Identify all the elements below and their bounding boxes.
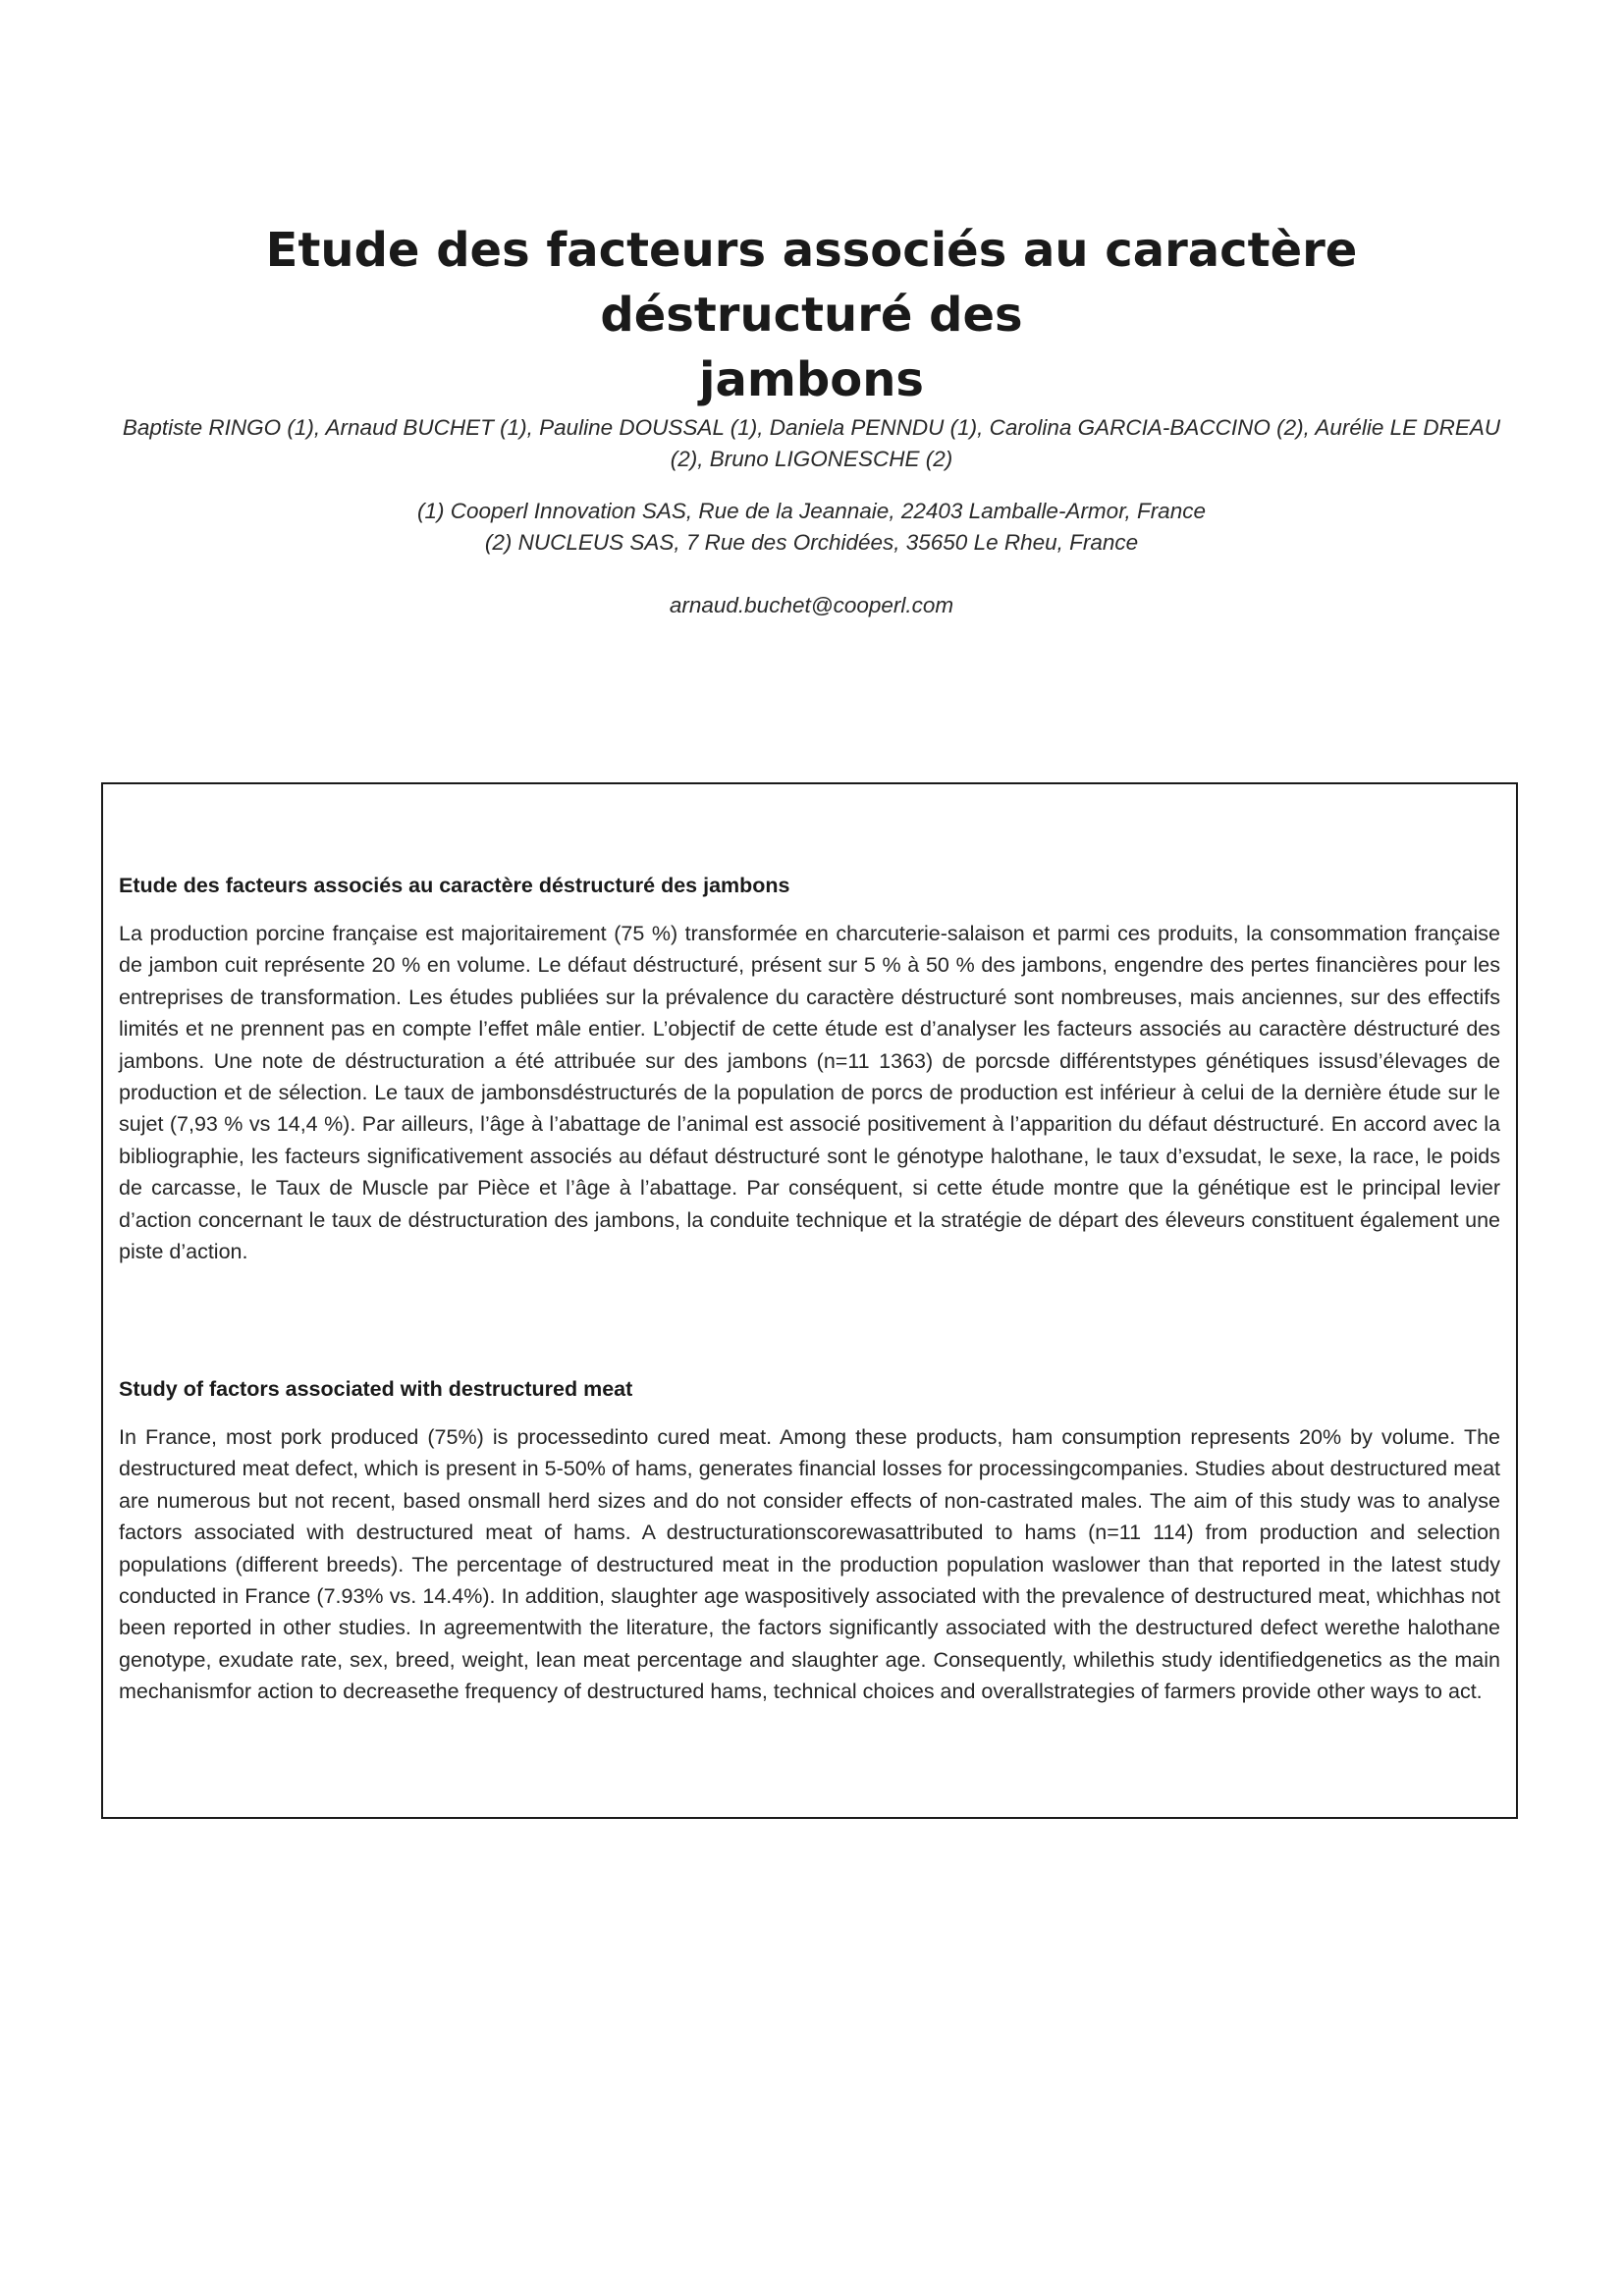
paper-title [118, 218, 1505, 412]
title-line-2: jambons [699, 352, 924, 407]
abstract-english [119, 1374, 1500, 1708]
title-line-1: Etude des facteurs associés au caractère déstructuré des [265, 223, 1358, 343]
contact-email: arnaud.buchet@cooperl.com [669, 593, 954, 617]
abstract-box [101, 782, 1518, 1819]
authors-line-1: Baptiste RINGO (1), Arnaud BUCHET (1), Pauline DOUSSAL (1), Daniela PENNDU (1), Carolina GARCIA-BACCINO (2), Aurélie LE DREAU [122, 415, 1501, 440]
affiliation-1: (1) Cooperl Innovation SAS, Rue de la Jeannaie, 22403 Lamballe-Armor, France [417, 499, 1206, 523]
abstract-french-text: La production porcine française est majoritairement (75 %) transformée en charcuterie-salaison et parmi ces produits, la consommation française de jambon cuit représente 20 % en volume. Le défaut déstructuré, présent sur 5 % à 50 % des jambons, engendre des pertes financières pour les entreprises de transformation. Les études publiées sur la prévalence du caractère déstructuré sont nombreuses, mais anciennes, sur des effectifs limités et ne prennent pas en compte l’effet mâle entier. L’objectif de cette étude est d’analyser les facteurs associés au caractère déstructuré des jambons. Une note de déstructuration a été attribuée sur des jambons (n=11 1363) de porcsde différentstypes génétiques issusd’élevages de production et de sélection. Le taux de jambonsdéstructurés de la population de porcs de production est inférieur à celui de la dernière étude sur le sujet (7,93 % vs 14,4 %). Par ailleurs, l’âge à l’abattage de l’animal est associé positivement à l’apparition du défaut déstructuré. En accord avec la bibliographie, les facteurs significativement associés au défaut déstructuré sont le génotype halothane, le taux d’exsudat, le sexe, la race, le poids de carcasse, le Taux de Muscle par Pièce et l’âge à l’abattage. Par conséquent, si cette étude montre que la génétique est le principal levier d’action concernant le taux de déstructuration des jambons, la conduite technique et la stratégie de départ des éleveurs constituent également une piste d’action. [119, 922, 1500, 1264]
abstract-french [119, 871, 1500, 1267]
author-list [108, 412, 1515, 475]
authors-line-2: (2), Bruno LIGONESCHE (2) [670, 447, 953, 471]
abstract-french-heading: Etude des facteurs associés au caractère déstructuré des jambons [119, 874, 790, 897]
abstract-english-text: In France, most pork produced (75%) is processedinto cured meat. Among these products, ham consumption represents 20% by volume. The destructured meat defect, which is present in 5-50% of hams, generates financial losses for processingcompanies. Studies about destructured meat are numerous but not recent, based onsmall herd sizes and do not consider effects of non-castrated males. The aim of this study was to analyse factors associated with destructured meat of hams. A destructurationscorewasattributed to hams (n=11 114) from production and selection populations (different breeds). The percentage of destructured meat in the production population waslower than that reported in the latest study conducted in France (7.93% vs. 14.4%). In addition, slaughter age waspositively associated with the prevalence of destructured meat, whichhas not been reported in other studies. In agreementwith the literature, the factors significantly associated with the destructured defect werethe halothane genotype, exudate rate, sex, breed, weight, lean meat percentage and slaughter age. Consequently, whilethis study identifiedgenetics as the main mechanismfor action to decreasethe frequency of destructured hams, technical choices and overallstrategies of farmers provide other ways to act. [119, 1425, 1500, 1704]
affiliation-2: (2) NUCLEUS SAS, 7 Rue des Orchidées, 35650 Le Rheu, France [484, 530, 1139, 555]
abstract-english-heading: Study of factors associated with destructured meat [119, 1377, 633, 1401]
